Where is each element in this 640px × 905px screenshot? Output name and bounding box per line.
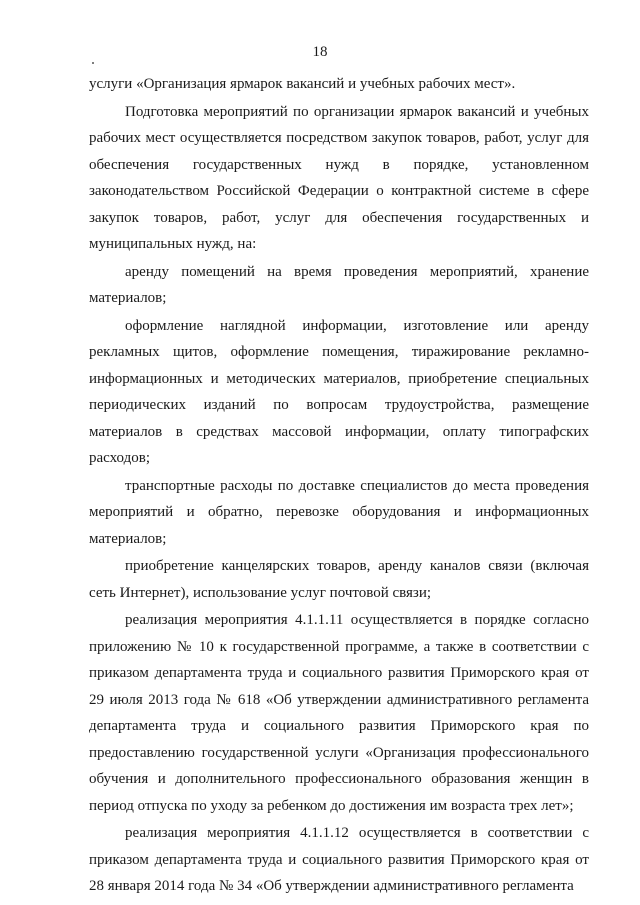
paragraph-preparation: Подготовка мероприятий по организации ярмарок вакансий и учебных рабочих мест осуществляется посредством закупок товаров, работ, услуг для обеспечения государственных нужд в порядке, установленном законодательством Российской Федерации о контрактной системе в сфере закупок товаров, работ, услуг для обеспечения государственных и муниципальных нужд, на: xyxy=(89,103,589,252)
list-item-transport: транспортные расходы по доставке специалистов до места проведения мероприятий и обратно, перевозке оборудования и информационных материалов; xyxy=(89,477,589,547)
paragraph-measure-4-1-1-11: реализация мероприятия 4.1.1.11 осуществляется в порядке согласно приложению № 10 к государственной программе, а также в соответствии с приказом департамента труда и социального развития Приморского края от 29 июля 2013 года № 618 «Об утверждении административного регламента департамента труда и социального развития Приморского края по предоставлению государственной услуги «Организация профессионального обучения и дополнительного профессионального образования женщин в период отпуска по уходу за ребенком до достижения им возраста трех лет»; xyxy=(89,612,589,814)
list-item-design: оформление наглядной информации, изготовление или аренду рекламных щитов, оформление помещения, тиражирование рекламно-информационных и методических материалов, приобретение специальных периодических изданий по вопросам трудоустройства, размещение материалов в средствах массовой информации, оплату типографских расходов; xyxy=(89,317,589,466)
paragraph-measure-4-1-1-12: реализация мероприятия 4.1.1.12 осуществляется в соответствии с приказом департамента труда и социального развития Приморского края от 28 января 2014 года № 34 «Об утверждении административного регламента xyxy=(89,825,589,894)
list-item-stationery: приобретение канцелярских товаров, аренду каналов связи (включая сеть Интернет), использование услуг почтовой связи; xyxy=(89,558,589,601)
scan-speck xyxy=(92,62,94,64)
document-body xyxy=(89,71,589,900)
page-number: 18 xyxy=(312,44,328,60)
paragraph-continuation: услуги «Организация ярмарок вакансий и учебных рабочих мест». xyxy=(89,76,516,92)
list-item-rent: аренду помещений на время проведения мероприятий, хранение материалов; xyxy=(89,263,589,306)
